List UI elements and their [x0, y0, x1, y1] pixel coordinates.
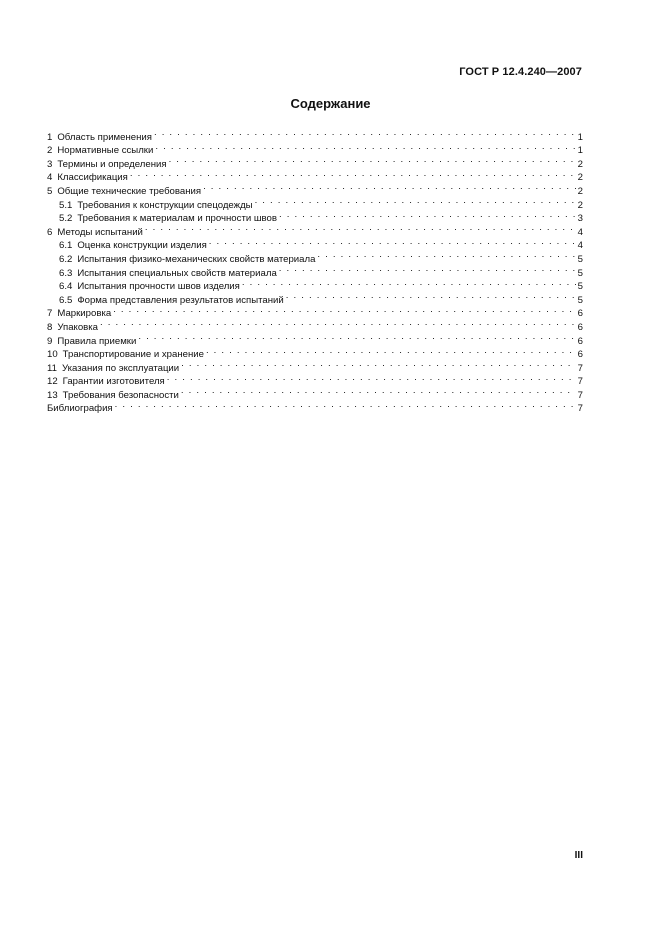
toc-entry-number: 12 — [47, 376, 58, 388]
toc-entry-text: Испытания специальных свойств материала — [77, 267, 277, 279]
toc-entry-text: Нормативные ссылки — [57, 145, 154, 157]
toc-entry-number: 6.5 — [59, 294, 73, 306]
toc-entry-page: 4 — [577, 226, 583, 238]
toc-entry-number: 5.2 — [59, 213, 73, 225]
toc-entry-page: 5 — [577, 267, 583, 279]
toc-entry-page: 7 — [577, 403, 583, 415]
toc-entry-page: 7 — [577, 376, 583, 388]
dot-leader — [130, 167, 576, 181]
toc-entry-text: Классификация — [57, 172, 128, 184]
toc-entry-page: 7 — [577, 362, 583, 374]
toc-entry-text: Маркировка — [57, 308, 112, 320]
toc-entry-text: Общие технические требования — [57, 185, 202, 197]
toc-entry-number: 6.3 — [59, 267, 73, 279]
toc-entry-page: 6 — [577, 335, 583, 347]
toc-entry-text: Гарантии изготовителя — [62, 376, 165, 388]
toc-title: Содержание — [290, 96, 371, 111]
toc-entry-number: 9 — [47, 335, 53, 347]
toc-entry-number: 8 — [47, 321, 53, 333]
toc-entry-number: 10 — [47, 349, 58, 361]
dot-leader — [113, 303, 575, 317]
toc-entry-number: 5.1 — [59, 199, 73, 211]
toc-entry-text: Указания по эксплуатации — [61, 362, 180, 374]
dot-leader — [286, 289, 576, 303]
toc-entry-page: 1 — [577, 131, 583, 143]
toc-entry-page: 1 — [577, 145, 583, 157]
document-code: ГОСТ Р 12.4.240—2007 — [459, 66, 582, 78]
toc-entry-number: 2 — [47, 145, 53, 157]
dot-leader — [317, 248, 575, 262]
toc-entry-text: Термины и определения — [57, 158, 167, 170]
toc-entry-number: 3 — [47, 158, 53, 170]
toc-entry-text: Библиография — [47, 403, 113, 415]
toc-entry-number: 13 — [47, 389, 58, 401]
toc-entry-text: Транспортирование и хранение — [62, 349, 204, 361]
toc-entry-text: Испытания прочности швов изделия — [77, 281, 240, 293]
toc-entry-text: Упаковка — [57, 321, 99, 333]
toc-entry-text: Форма представления результатов испытаний — [77, 294, 284, 306]
dot-leader — [255, 194, 576, 208]
toc-entry-page: 6 — [577, 349, 583, 361]
dot-leader — [145, 221, 576, 235]
dot-leader — [181, 384, 576, 398]
toc-entry-text: Требования безопасности — [62, 389, 179, 401]
dot-leader — [279, 262, 576, 276]
dot-leader — [279, 208, 576, 222]
toc-entry-number: 11 — [47, 362, 57, 374]
dot-leader — [206, 344, 576, 358]
toc-entry-bibliography[interactable] — [47, 398, 583, 415]
toc-entry-text: Требования к конструкции спецодежды — [77, 199, 253, 211]
toc-entry-text: Правила приемки — [57, 335, 137, 347]
dot-leader — [138, 330, 575, 344]
toc-entry-page: 6 — [577, 321, 583, 333]
toc-entry-number: 6.4 — [59, 281, 73, 293]
dot-leader — [242, 276, 576, 290]
toc-entry-page: 2 — [577, 185, 583, 197]
toc-entry-page: 5 — [577, 294, 583, 306]
table-of-contents — [47, 126, 583, 415]
dot-leader — [154, 126, 576, 140]
dot-leader — [155, 140, 575, 154]
dot-leader — [169, 153, 576, 167]
page-number: III — [574, 850, 583, 861]
dot-leader — [209, 235, 576, 249]
dot-leader — [203, 180, 576, 194]
toc-entry-text: Оценка конструкции изделия — [77, 240, 207, 252]
toc-entry-number: 5 — [47, 185, 53, 197]
toc-entry-7[interactable] — [47, 303, 583, 320]
toc-entry-number: 6.2 — [59, 253, 73, 265]
toc-entry-text: Методы испытаний — [57, 226, 143, 238]
toc-entry-page: 3 — [577, 213, 583, 225]
toc-entry-1[interactable] — [47, 126, 583, 143]
toc-entry-page: 7 — [577, 389, 583, 401]
toc-entry-text: Требования к материалам и прочности швов — [77, 213, 277, 225]
toc-entry-8[interactable] — [47, 316, 583, 333]
dot-leader — [100, 316, 576, 330]
toc-entry-text: Область применения — [57, 131, 152, 143]
toc-entry-text: Испытания физико-механических свойств материала — [77, 253, 316, 265]
toc-entry-number: 6.1 — [59, 240, 73, 252]
toc-entry-9[interactable] — [47, 330, 583, 347]
toc-entry-page: 2 — [577, 158, 583, 170]
toc-entry-number: 7 — [47, 308, 53, 320]
dot-leader — [115, 398, 576, 412]
toc-entry-page: 2 — [577, 172, 583, 184]
toc-entry-page: 5 — [577, 281, 583, 293]
toc-entry-page: 4 — [577, 240, 583, 252]
toc-entry-number: 4 — [47, 172, 53, 184]
toc-entry-page: 2 — [577, 199, 583, 211]
dot-leader — [167, 371, 576, 385]
dot-leader — [181, 357, 576, 371]
toc-entry-number: 6 — [47, 226, 53, 238]
toc-entry-page: 5 — [577, 253, 583, 265]
toc-entry-number: 1 — [47, 131, 53, 143]
toc-entry-page: 6 — [577, 308, 583, 320]
